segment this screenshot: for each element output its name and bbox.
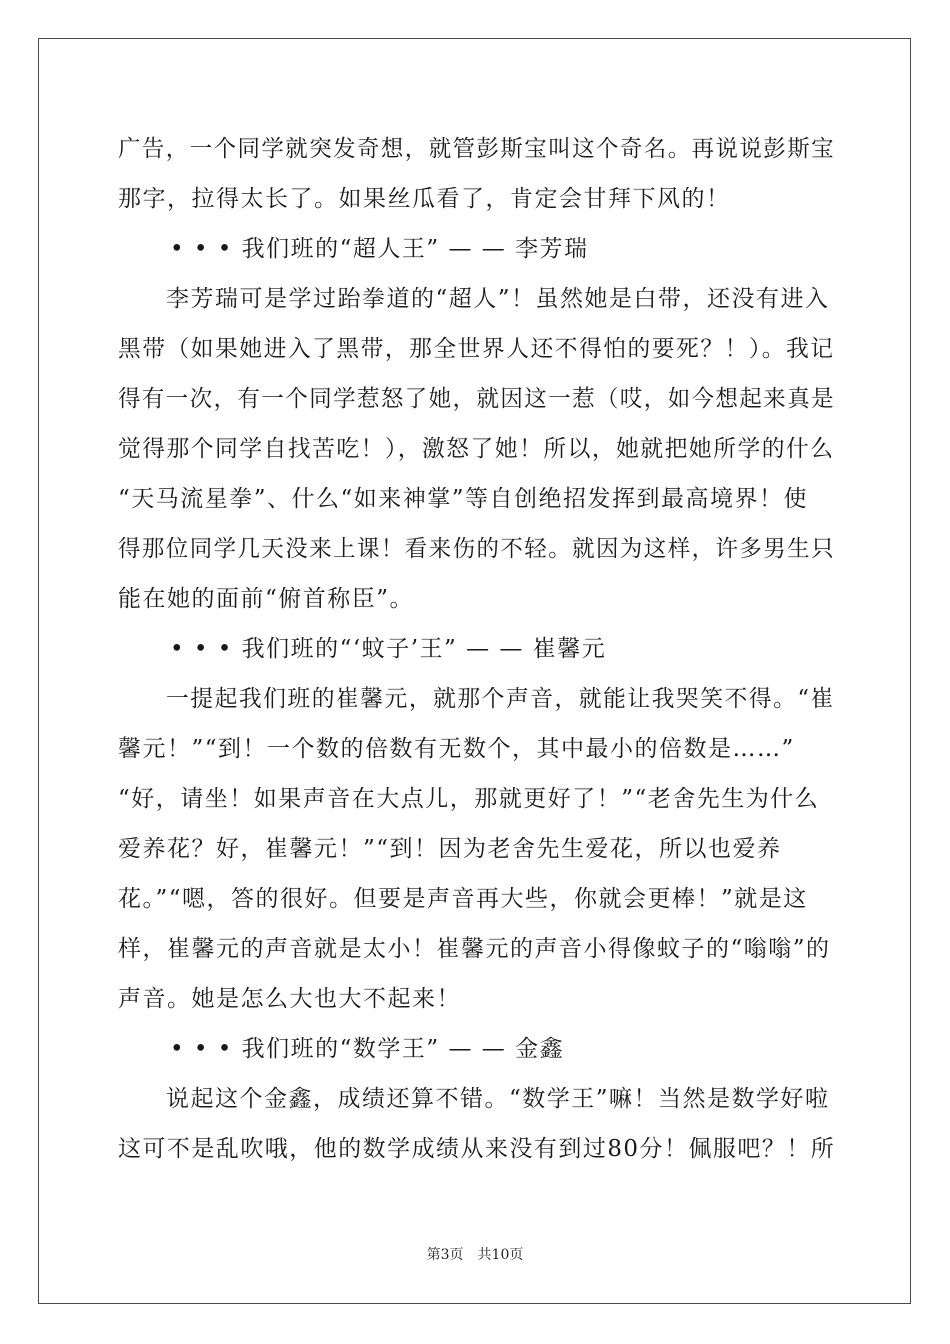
text-line: 馨元！”“到！一个数的倍数有无数个，其中最小的倍数是……” bbox=[118, 736, 795, 762]
text-line: 说起这个金鑫，成绩还算不错。“数学王”嘛！当然是数学好啦 bbox=[166, 1086, 830, 1112]
text-line: 觉得那个同学自找苦吃！），激怒了她！所以，她就把她所学的什么 bbox=[118, 436, 835, 462]
text-line: 样，崔馨元的声音就是太小！崔馨元的声音小得像蚊子的“嗡嗡”的 bbox=[118, 936, 831, 962]
page-number-footer: 第3页 共10页 bbox=[426, 1247, 524, 1263]
text-line: 得那位同学几天没来上课！看来伤的不轻。就因为这样，许多男生只 bbox=[118, 536, 835, 562]
section-heading: • • • 我们班的“超人王” — — 李芳瑞 bbox=[170, 236, 589, 262]
text-line: 广告，一个同学就突发奇想，就管彭斯宝叫这个奇名。再说说彭斯宝 bbox=[118, 136, 835, 162]
text-line: 能在她的面前“俯首称臣”。 bbox=[118, 586, 415, 612]
section-heading: • • • 我们班的“数学王” — — 金鑫 bbox=[170, 1036, 565, 1062]
text-line: 花。”“嗯，答的很好。但要是声音再大些，你就会更棒！”就是这 bbox=[118, 886, 808, 912]
text-line: 李芳瑞可是学过跆拳道的“超人”！虽然她是白带，还没有进入 bbox=[166, 286, 830, 312]
text-line: 黑带（如果她进入了黑带，那全世界人还不得怕的要死？！）。我记 bbox=[118, 336, 835, 362]
text-line: 爱养花？好，崔馨元！”“到！因为老舍先生爱花，所以也爱养 bbox=[118, 836, 782, 862]
text-line: 得有一次，有一个同学惹怒了她，就因这一惹（哎，如今想起来真是 bbox=[118, 386, 835, 412]
section-heading: • • • 我们班的“‘蚊子’王” — — 崔馨元 bbox=[170, 636, 607, 662]
text-line: 这可不是乱吹哦，他的数学成绩从来没有到过80分！佩服吧？！所 bbox=[118, 1136, 836, 1162]
text-line: 声音。她是怎么大也大不起来！ bbox=[118, 986, 461, 1012]
page-border bbox=[38, 38, 911, 1304]
text-line: “天马流星拳”、什么“如来神掌”等自创绝招发挥到最高境界！使 bbox=[118, 486, 809, 512]
text-line: 一提起我们班的崔馨元，就那个声音，就能让我哭笑不得。“崔 bbox=[166, 686, 835, 712]
text-line: “好，请坐！如果声音在大点儿，那就更好了！”“老舍先生为什么 bbox=[118, 786, 820, 812]
text-line: 那字，拉得太长了。如果丝瓜看了，肯定会甘拜下风的！ bbox=[118, 186, 731, 212]
